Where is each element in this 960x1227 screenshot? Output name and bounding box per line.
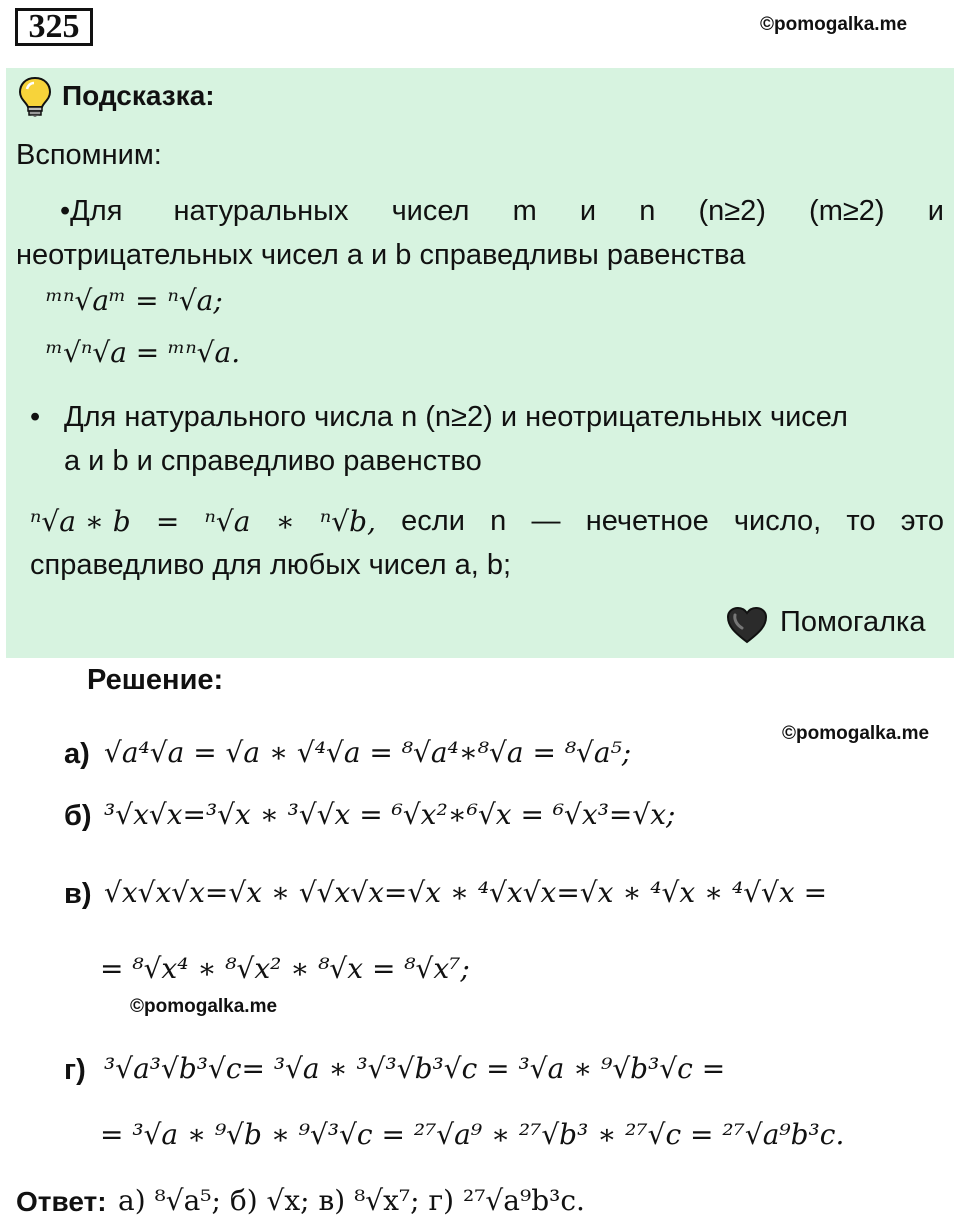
part-v-expression-2: = ⁸√x⁴ ∗ ⁸√x² ∗ ⁸√x = ⁸√x⁷; <box>100 952 470 985</box>
part-v-label: в) <box>64 878 92 910</box>
bullet2-line2: a и b и справедливо равенство <box>64 445 482 477</box>
watermark-bottom: ©pomogalka.me <box>130 996 278 1017</box>
task-number: 325 <box>15 8 93 46</box>
part-v-expression: √x√x√x=√x ∗ √√x√x=√x ∗ ⁴√x√x=√x ∗ ⁴√x ∗ ⁴√√x = <box>104 876 828 909</box>
part-a-label: а) <box>64 738 90 770</box>
bullet-marker: •Для <box>60 195 123 227</box>
hint-title: Подсказка: <box>62 80 215 111</box>
formula-root-power: ᵐⁿ√aᵐ = ⁿ√a; <box>46 284 223 317</box>
answer-label: Ответ: <box>16 1186 107 1217</box>
solution-title: Решение: <box>87 664 224 696</box>
bullet2-line1: Для натурального числа n (n≥2) и неотрицательных чисел <box>64 401 848 433</box>
part-b-expression: ³√x√x=³√x ∗ ³√√x = ⁶√x²∗⁶√x = ⁶√x³=√x; <box>104 798 676 831</box>
part-g-expression-2: = ³√a ∗ ⁹√b ∗ ⁹√³√c = ²⁷√a⁹ ∗ ²⁷√b³ ∗ ²⁷√c = ²⁷√a⁹b³c. <box>100 1118 845 1151</box>
answer-text: а) ⁸√a⁵; б) √x; в) ⁸√x⁷; г) ²⁷√a⁹b³c. <box>118 1184 585 1217</box>
formula-nested-root: ᵐ√ⁿ√a = ᵐⁿ√a. <box>46 336 241 369</box>
bullet2-marker: • <box>30 401 41 433</box>
watermark-top: ©pomogalka.me <box>760 14 908 35</box>
formula-product-line: ⁿ√a ∗ b = ⁿ√a ∗ ⁿ√b, если n — нечетное число, то это <box>30 504 944 538</box>
part-b-label: б) <box>64 800 92 832</box>
formula-product-line2: справедливо для любых чисел a, b; <box>30 549 512 581</box>
brand-name: Помогалка <box>780 606 926 638</box>
part-g-expression: ³√a³√b³√c= ³√a ∗ ³√³√b³√c = ³√a ∗ ⁹√b³√c = <box>104 1052 726 1085</box>
lightbulb-icon <box>18 76 52 118</box>
heart-icon <box>726 606 768 644</box>
part-a-expression: √a⁴√a = √a ∗ √⁴√a = ⁸√a⁴∗⁸√a = ⁸√a⁵; <box>104 736 632 769</box>
bullet1-line2: неотрицательных чисел a и b справедливы равенства <box>16 239 746 271</box>
part-g-label: г) <box>64 1054 86 1086</box>
bullet1-line1: •Для натуральных чисел m и n (n≥2) (m≥2) и <box>60 195 944 227</box>
watermark-middle: ©pomogalka.me <box>782 723 930 744</box>
hint-intro: Вспомним: <box>16 139 162 171</box>
